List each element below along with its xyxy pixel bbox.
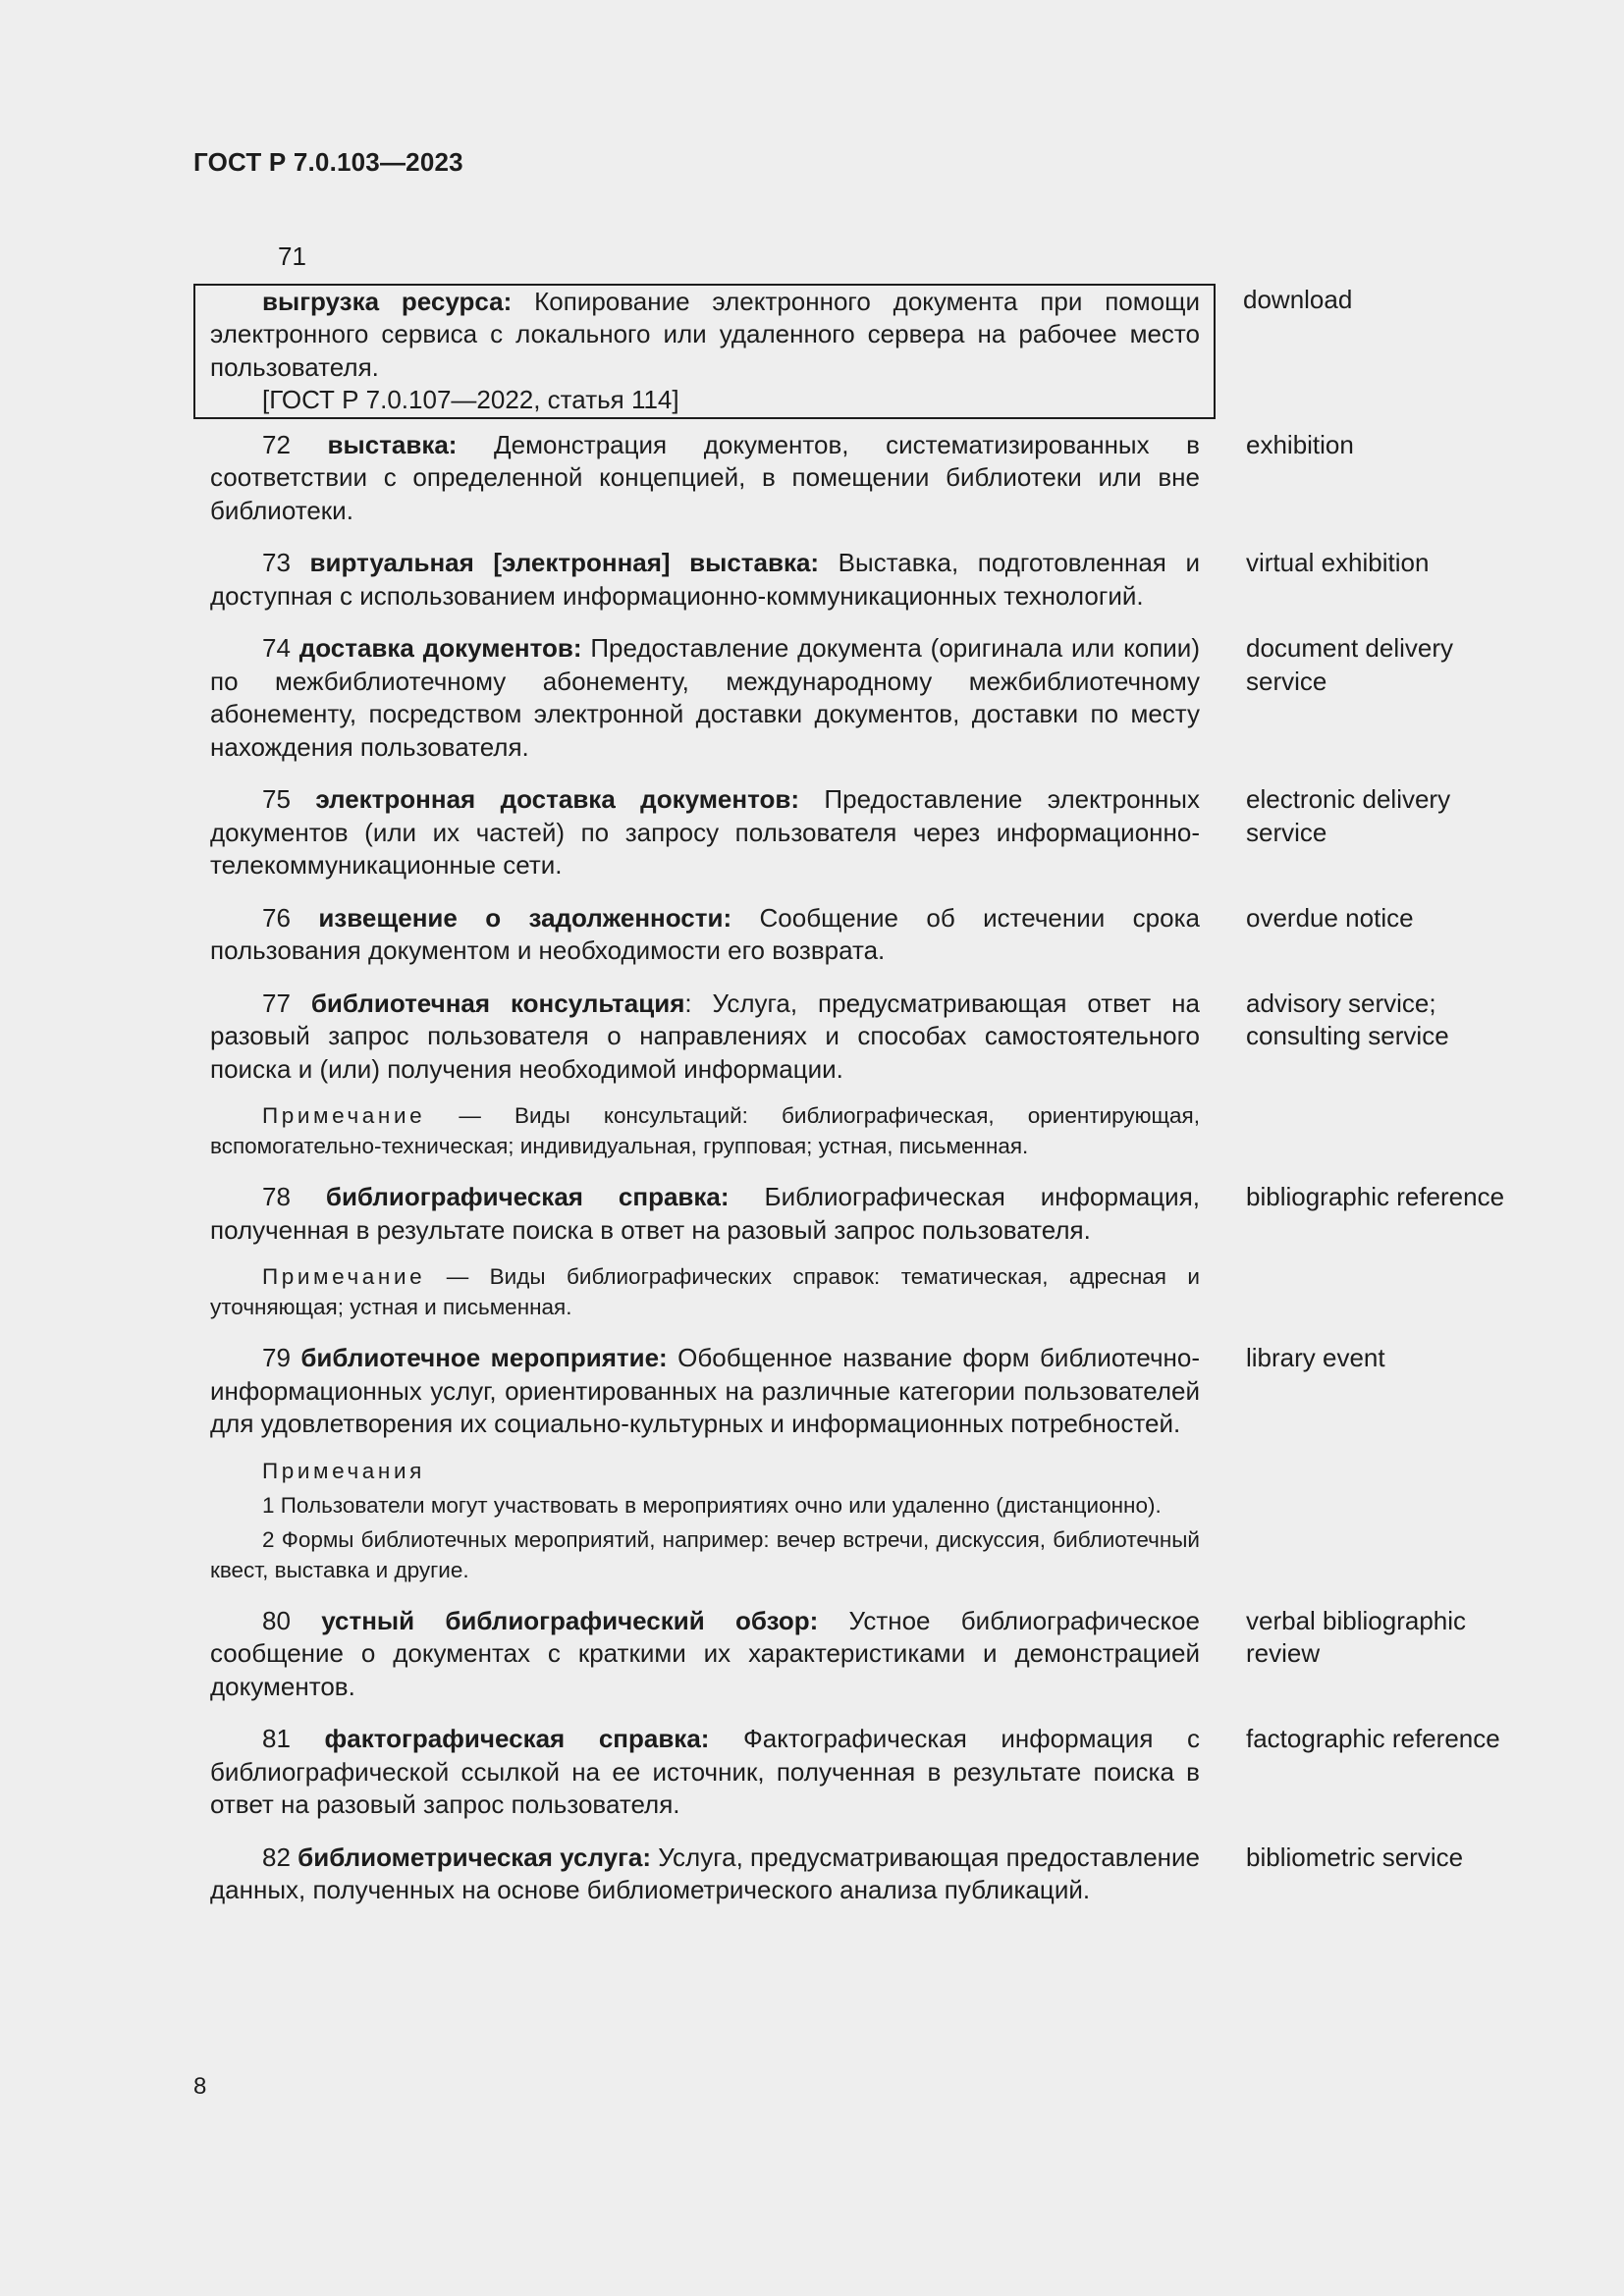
entry-71-source: [ГОСТ Р 7.0.107—2022, статья 114] (262, 385, 679, 414)
entry-71-definition: Копирование электронного документа при помощи электронного сервиса с локального или удаленного сервера на рабочее место пользователя. (210, 286, 1200, 382)
entry-78-note-text: — Виды библиографических справок: тематическая, адресная и уточняющая; устная и письменная. (210, 1264, 1200, 1319)
terms-list (193, 240, 1505, 1907)
entry-76-definition: Сообщение об истечении срока пользования документом и необходимости его возврата. (210, 902, 1200, 965)
entry-79 (193, 1342, 1499, 1585)
entry-82-definition: Услуга, предусматривающая предоставление данных, полученных на основе библиометрического анализа публикаций. (210, 1842, 1200, 1904)
entry-79-definition: Обобщенное название форм библиотечно-информационных услуг, ориентированных на различные категории пользователей для удовлетворения их социально-культурных и информационных потребностей. (210, 1343, 1200, 1438)
entry-76-term: извещение о задолженности: (318, 902, 732, 933)
entry-82 (193, 1842, 1499, 1907)
entry-77-note-text: — Виды консультаций: библиографическая, ориентирующая, вспомогательно-техническая; индивидуальная, групповая; устная, письменная. (210, 1103, 1200, 1158)
entry-79-notes-label: Примечания (262, 1458, 425, 1483)
entry-80-definition: Устное библиографическое сообщение о документах с краткими их характеристиками и демонстрацией документов. (210, 1605, 1200, 1701)
entry-77 (193, 988, 1499, 1162)
entry-71 (193, 284, 1499, 419)
entry-80 (193, 1605, 1499, 1704)
entry-77-en: advisory service; consulting service (1246, 988, 1449, 1050)
entry-81-definition: Фактографическая информация с библиографической ссылкой на ее источник, полученная в результате поиска в ответ на разовый запрос пользователя. (210, 1724, 1200, 1819)
entry-82-number: 82 (262, 1842, 298, 1872)
entry-73-en: virtual exhibition (1246, 548, 1430, 577)
entry-81-term: фактографическая справка: (324, 1724, 710, 1753)
entry-81-en: factographic reference (1246, 1724, 1500, 1753)
entry-77-term: библиотечная консультация (310, 988, 685, 1018)
entry-80-term: устный библиографический обзор: (321, 1605, 819, 1635)
entry-72 (193, 429, 1499, 528)
entry-72-en: exhibition (1246, 429, 1354, 459)
entry-72-number: 72 (262, 429, 328, 459)
document-code-header: ГОСТ Р 7.0.103—2023 (193, 147, 463, 177)
entry-79-en: library event (1246, 1343, 1385, 1372)
entry-81 (193, 1723, 1499, 1822)
entry-76 (193, 902, 1499, 968)
entry-74-number: 74 (262, 633, 299, 663)
entry-77-number: 77 (262, 988, 311, 1018)
entry-72-term: выставка: (327, 429, 458, 459)
entry-73 (193, 547, 1499, 613)
entry-76-number: 76 (262, 902, 319, 933)
entry-71-ru (193, 284, 1216, 419)
entry-73-number: 73 (262, 548, 310, 577)
entry-71-number: 71 (278, 241, 306, 271)
entry-78-en: bibliographic reference (1246, 1182, 1505, 1211)
entry-74-definition: Предоставление документа (оригинала или копии) по межбиблиотечному абонементу, международному межбиблиотечному абонементу, посредством электронной доставки документов, доставки по месту нахождения пользователя. (210, 633, 1200, 762)
entry-80-en: verbal bibliographic review (1246, 1605, 1467, 1668)
entry-75-definition: Предоставление электронных документов (или их частей) по запросу пользователя через информационно-телекоммуникационные сети. (210, 784, 1200, 880)
entry-78 (193, 1181, 1505, 1322)
entry-78-definition: Библиографическая информация, полученная в результате поиска в ответ на разовый запрос пользователя. (210, 1182, 1200, 1245)
entry-77-note (210, 1100, 1200, 1161)
entry-73-definition: Выставка, подготовленная и доступная с использованием информационно-коммуникационных технологий. (210, 548, 1200, 611)
entry-77-note-label: Примечание (262, 1103, 426, 1128)
entry-78-number: 78 (262, 1182, 326, 1211)
entry-74-term: доставка документов: (298, 633, 582, 663)
entry-80-number: 80 (262, 1605, 322, 1635)
entry-78-note-label: Примечание (262, 1264, 426, 1289)
entry-73-term: виртуальная [электронная] выставка: (309, 548, 820, 577)
entry-79-note-2: 2 Формы библиотечных мероприятий, например: вечер встречи, дискуссия, библиотечный квест, выставка и другие. (210, 1526, 1200, 1582)
entry-72-definition: Демонстрация документов, систематизированных в соответствии с определенной концепцией, в помещении библиотеки или вне библиотеки. (210, 429, 1200, 525)
page-number: 8 (193, 2073, 207, 2100)
entry-71-term: выгрузка ресурса: (262, 286, 513, 316)
entry-82-term: библиометрическая услуга: (298, 1842, 652, 1872)
entry-81-number: 81 (262, 1724, 325, 1753)
entry-77-definition: : Услуга, предусматривающая ответ на разовый запрос пользователя о направлениях и способах самостоятельного поиска и (или) получения необходимой информации. (210, 988, 1200, 1084)
entry-79-term: библиотечное мероприятие: (300, 1343, 668, 1372)
entry-76-en: overdue notice (1246, 902, 1414, 933)
entry-82-en: bibliometric service (1246, 1842, 1464, 1872)
entry-75 (193, 783, 1499, 882)
entry-79-note-1: 1 Пользователи могут участвовать в мероприятиях очно или удаленно (дистанционно). (262, 1492, 1162, 1518)
entry-74 (193, 632, 1499, 764)
entry-78-term: библиографическая справка: (325, 1182, 730, 1211)
entry-74-en: document delivery service (1246, 633, 1453, 696)
entry-75-number: 75 (262, 784, 316, 814)
entry-75-term: электронная доставка документов: (315, 784, 800, 814)
entry-75-en: electronic delivery service (1246, 784, 1451, 847)
entry-78-note (210, 1261, 1200, 1322)
entry-79-number: 79 (262, 1343, 301, 1372)
entry-71-en: download (1243, 284, 1353, 314)
